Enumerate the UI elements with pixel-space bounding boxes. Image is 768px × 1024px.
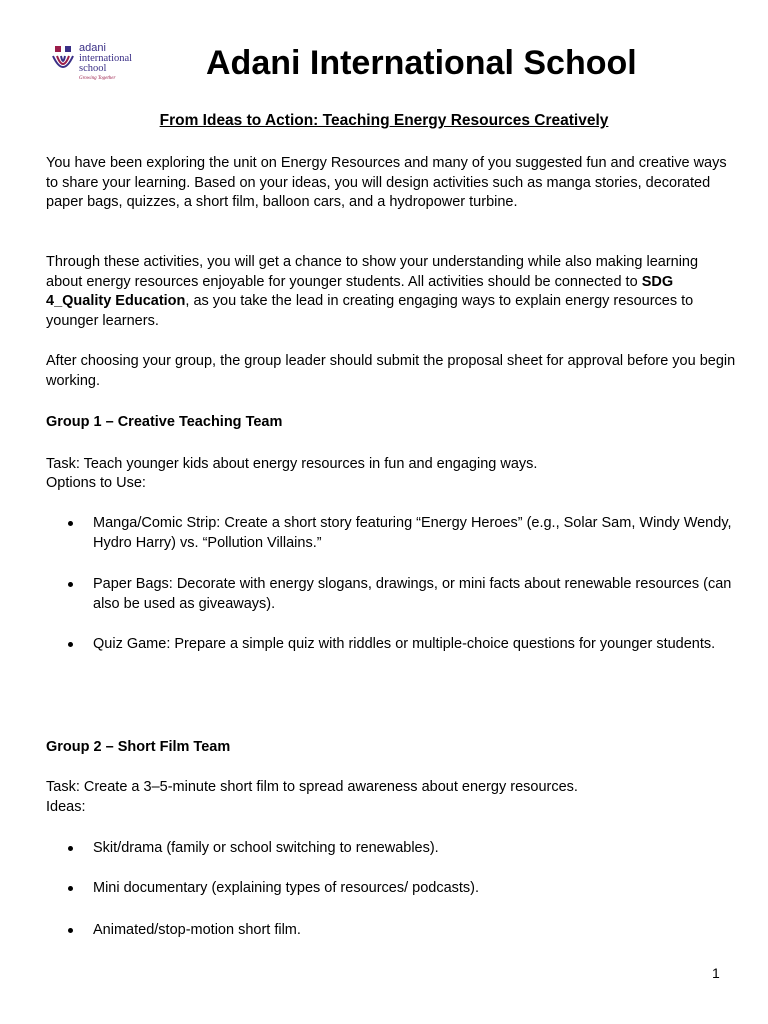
bullet-icon: [68, 928, 73, 933]
logo-text-international: international: [79, 53, 133, 64]
logo-text-school: school: [79, 63, 107, 74]
document-title: From Ideas to Action: Teaching Energy Resources Creatively: [159, 112, 609, 129]
intro-paragraph-3: After choosing your group, the group leader should submit the proposal sheet for approval before you begin working.: [46, 353, 736, 389]
list-item-text: Skit/drama (family or school switching to renewables).: [93, 840, 439, 856]
school-logo: [51, 43, 151, 87]
group1-options-label: Options to Use:: [46, 475, 146, 491]
list-item-text: Quiz Game: Prepare a simple quiz with riddles or multiple-choice questions for younger students.: [93, 636, 716, 652]
intro-p2-text-a: Through these activities, you will get a chance to show your understanding while also making learning about energy resources enjoyable for younger students. All activities should be connected to: [46, 254, 699, 290]
sdg-reference: SDG 4_Quality Education: [46, 273, 674, 310]
bullet-icon: [68, 642, 73, 647]
intro-paragraph-1: You have been exploring the unit on Energy Resources and many of you suggested fun and creative ways to share your learning. Based on your ideas, you will design activities such as manga stories, decorated paper bags, quizzes, a short film, balloon cars, and a hydropower turbine.: [46, 155, 727, 211]
intro-paragraph-2: [46, 253, 736, 331]
list-item-text: Mini documentary (explaining types of resources/ podcasts).: [93, 880, 480, 896]
logo-text-adani: adani: [79, 42, 106, 54]
bullet-icon: [68, 521, 73, 526]
bullet-icon: [68, 846, 73, 851]
intro-p2-text-b: , as you take the lead in creating engaging ways to explain energy resources to younger learners.: [46, 293, 694, 329]
group1-task: Task: Teach younger kids about energy resources in fun and engaging ways.: [46, 456, 538, 472]
logo-emblem-icon: [51, 46, 75, 76]
bullet-icon: [68, 582, 73, 587]
page-number: 1: [712, 965, 720, 981]
list-item-text: Paper Bags: Decorate with energy slogans, drawings, or mini facts about renewable resources (can also be used as giveaways).: [93, 576, 732, 612]
group2-ideas-label: Ideas:: [46, 799, 86, 815]
bullet-icon: [68, 886, 73, 891]
group2-task: Task: Create a 3–5-minute short film to spread awareness about energy resources.: [46, 779, 578, 795]
group2-heading: Group 2 – Short Film Team: [46, 739, 231, 755]
list-item-text: Animated/stop-motion short film.: [93, 922, 301, 938]
school-name-heading: Adani International School: [206, 44, 637, 82]
list-item-text: Manga/Comic Strip: Create a short story featuring “Energy Heroes” (e.g., Solar Sam, Windy Wendy, Hydro Harry) vs. “Pollution Villains.”: [93, 515, 732, 551]
group1-heading: Group 1 – Creative Teaching Team: [46, 414, 283, 430]
logo-tagline: Growing Together: [79, 76, 116, 81]
